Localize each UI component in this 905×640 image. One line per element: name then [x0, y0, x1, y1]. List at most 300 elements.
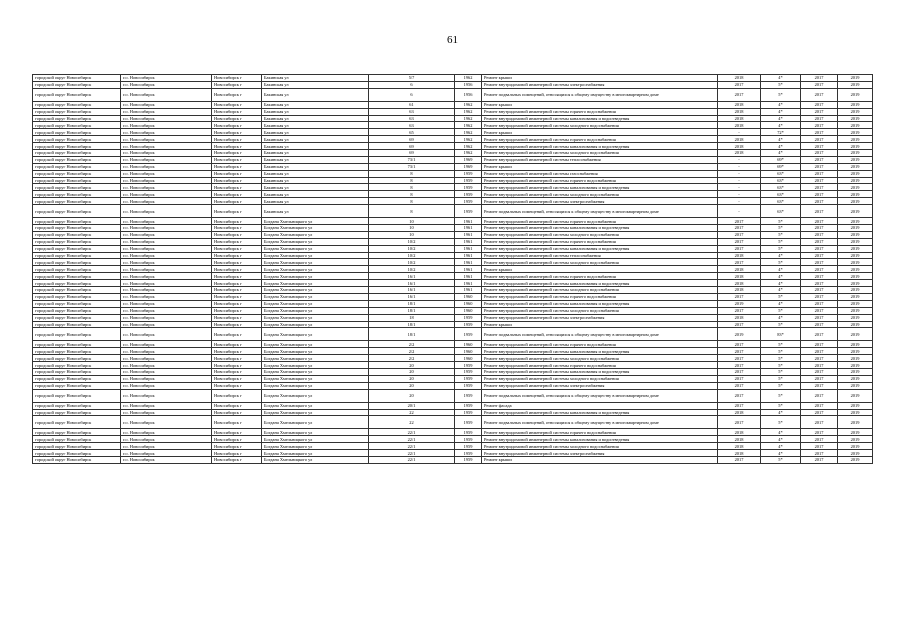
- start-year-cell: 2017: [801, 314, 838, 321]
- municipality-cell: городской округ Новосибирск: [33, 328, 121, 341]
- end-year-cell: 2019: [838, 259, 873, 266]
- house-cell: 16/1: [369, 287, 455, 294]
- start-year-cell: 2017: [801, 375, 838, 382]
- city-cell: Новосибирск г: [212, 293, 262, 300]
- plan-year-cell: 2017: [718, 259, 761, 266]
- street-cell: Бакинская ул: [262, 75, 369, 82]
- end-year-cell: 2019: [838, 300, 873, 307]
- period-cell: 5*: [761, 293, 801, 300]
- house-cell: 63: [369, 108, 455, 115]
- street-cell: Бакинская ул: [262, 150, 369, 157]
- year-cell: 1959: [455, 362, 482, 369]
- work-type-cell: Ремонт фасада: [482, 402, 718, 409]
- plan-year-cell: 2018: [718, 450, 761, 457]
- period-cell: 5*: [761, 416, 801, 429]
- street-cell: Богдана Хмельницкого ул: [262, 245, 369, 252]
- district-cell: г.о. Новосибирск: [121, 108, 212, 115]
- end-year-cell: 2019: [838, 218, 873, 225]
- district-cell: г.о. Новосибирск: [121, 368, 212, 375]
- start-year-cell: 2017: [801, 456, 838, 463]
- period-cell: 4*: [761, 75, 801, 82]
- plan-year-cell: 2018: [718, 287, 761, 294]
- start-year-cell: 2017: [801, 300, 838, 307]
- table-row: [33, 266, 873, 273]
- end-year-cell: 2019: [838, 198, 873, 205]
- city-cell: Новосибирск г: [212, 416, 262, 429]
- year-cell: 1961: [455, 225, 482, 232]
- district-cell: г.о. Новосибирск: [121, 287, 212, 294]
- period-cell: 4*: [761, 108, 801, 115]
- house-cell: 10/2: [369, 252, 455, 259]
- street-cell: Богдана Хмельницкого ул: [262, 238, 369, 245]
- district-cell: г.о. Новосибирск: [121, 307, 212, 314]
- street-cell: Бакинская ул: [262, 143, 369, 150]
- street-cell: Богдана Хмельницкого ул: [262, 382, 369, 389]
- municipality-cell: городской округ Новосибирск: [33, 456, 121, 463]
- table-row: [33, 177, 873, 184]
- year-cell: 1959: [455, 177, 482, 184]
- year-cell: 1969: [455, 163, 482, 170]
- house-cell: 8: [369, 170, 455, 177]
- city-cell: Новосибирск г: [212, 198, 262, 205]
- work-type-cell: Ремонт внутридомовой инженерной системы газоснабжения: [482, 170, 718, 177]
- end-year-cell: 2019: [838, 129, 873, 136]
- street-cell: Богдана Хмельницкого ул: [262, 300, 369, 307]
- house-cell: 22/1: [369, 450, 455, 457]
- start-year-cell: 2017: [801, 341, 838, 348]
- house-cell: 65: [369, 129, 455, 136]
- year-cell: 1962: [455, 122, 482, 129]
- end-year-cell: 2019: [838, 108, 873, 115]
- house-cell: 8: [369, 184, 455, 191]
- end-year-cell: 2019: [838, 252, 873, 259]
- plan-year-cell: 2018: [718, 143, 761, 150]
- start-year-cell: 2017: [801, 409, 838, 416]
- city-cell: Новосибирск г: [212, 136, 262, 143]
- table-row: [33, 225, 873, 232]
- table-row: [33, 402, 873, 409]
- period-cell: 4*: [761, 150, 801, 157]
- year-cell: 1959: [455, 368, 482, 375]
- work-type-cell: Ремонт внутридомовой инженерной системы холодного водоснабжения: [482, 231, 718, 238]
- house-cell: 20: [369, 368, 455, 375]
- table-row: [33, 143, 873, 150]
- plan-year-cell: 2017: [718, 218, 761, 225]
- municipality-cell: городской округ Новосибирск: [33, 191, 121, 198]
- year-cell: 1959: [455, 443, 482, 450]
- work-type-cell: Ремонт крыши: [482, 456, 718, 463]
- street-cell: Богдана Хмельницкого ул: [262, 341, 369, 348]
- plan-year-cell: 2018: [718, 108, 761, 115]
- end-year-cell: 2019: [838, 368, 873, 375]
- district-cell: г.о. Новосибирск: [121, 88, 212, 101]
- start-year-cell: 2017: [801, 150, 838, 157]
- district-cell: г.о. Новосибирск: [121, 321, 212, 328]
- year-cell: 1959: [455, 170, 482, 177]
- plan-year-cell: 2017: [718, 402, 761, 409]
- end-year-cell: 2019: [838, 382, 873, 389]
- table-row: [33, 88, 873, 101]
- period-cell: 5*: [761, 341, 801, 348]
- district-cell: г.о. Новосибирск: [121, 273, 212, 280]
- end-year-cell: 2019: [838, 170, 873, 177]
- period-cell: 4*: [761, 273, 801, 280]
- house-cell: 5/7: [369, 75, 455, 82]
- city-cell: Новосибирск г: [212, 362, 262, 369]
- start-year-cell: 2017: [801, 259, 838, 266]
- year-cell: 1959: [455, 450, 482, 457]
- work-type-cell: Ремонт внутридомовой инженерной системы горячего водоснабжения: [482, 136, 718, 143]
- street-cell: Богдана Хмельницкого ул: [262, 402, 369, 409]
- end-year-cell: 2019: [838, 177, 873, 184]
- city-cell: Новосибирск г: [212, 300, 262, 307]
- table-row: [33, 389, 873, 402]
- city-cell: Новосибирск г: [212, 273, 262, 280]
- city-cell: Новосибирск г: [212, 225, 262, 232]
- plan-year-cell: 2017: [718, 456, 761, 463]
- table-row: [33, 409, 873, 416]
- end-year-cell: 2019: [838, 287, 873, 294]
- street-cell: Бакинская ул: [262, 88, 369, 101]
- house-cell: 10: [369, 218, 455, 225]
- house-cell: 18/1: [369, 321, 455, 328]
- table-body: [33, 75, 873, 464]
- year-cell: 1956: [455, 88, 482, 101]
- city-cell: Новосибирск г: [212, 218, 262, 225]
- start-year-cell: 2017: [801, 450, 838, 457]
- start-year-cell: 2017: [801, 225, 838, 232]
- start-year-cell: 2017: [801, 75, 838, 82]
- start-year-cell: 2017: [801, 348, 838, 355]
- table-row: [33, 368, 873, 375]
- plan-year-cell: -: [718, 177, 761, 184]
- city-cell: Новосибирск г: [212, 101, 262, 108]
- work-type-cell: Ремонт внутридомовой инженерной системы холодного водоснабжения: [482, 287, 718, 294]
- table-row: [33, 238, 873, 245]
- start-year-cell: 2017: [801, 287, 838, 294]
- house-cell: 20: [369, 382, 455, 389]
- end-year-cell: 2019: [838, 456, 873, 463]
- plan-year-cell: 2019: [718, 300, 761, 307]
- table-row: [33, 375, 873, 382]
- end-year-cell: 2019: [838, 136, 873, 143]
- work-type-cell: Ремонт внутридомовой инженерной системы канализования и водоотведения: [482, 280, 718, 287]
- table-row: [33, 287, 873, 294]
- city-cell: Новосибирск г: [212, 321, 262, 328]
- start-year-cell: 2017: [801, 368, 838, 375]
- municipality-cell: городской округ Новосибирск: [33, 280, 121, 287]
- start-year-cell: 2017: [801, 205, 838, 218]
- city-cell: Новосибирск г: [212, 238, 262, 245]
- city-cell: Новосибирск г: [212, 150, 262, 157]
- period-cell: 5*: [761, 225, 801, 232]
- start-year-cell: 2017: [801, 170, 838, 177]
- table-row: [33, 191, 873, 198]
- district-cell: г.о. Новосибирск: [121, 355, 212, 362]
- district-cell: г.о. Новосибирск: [121, 205, 212, 218]
- street-cell: Бакинская ул: [262, 136, 369, 143]
- end-year-cell: 2019: [838, 429, 873, 436]
- district-cell: г.о. Новосибирск: [121, 314, 212, 321]
- end-year-cell: 2019: [838, 375, 873, 382]
- district-cell: г.о. Новосибирск: [121, 122, 212, 129]
- district-cell: г.о. Новосибирск: [121, 177, 212, 184]
- period-cell: 63*: [761, 205, 801, 218]
- city-cell: Новосибирск г: [212, 156, 262, 163]
- street-cell: Богдана Хмельницкого ул: [262, 218, 369, 225]
- municipality-cell: городской округ Новосибирск: [33, 355, 121, 362]
- work-type-cell: Ремонт внутридомовой инженерной системы электроснабжения: [482, 198, 718, 205]
- work-type-cell: Ремонт внутридомовой инженерной системы электроснабжения: [482, 382, 718, 389]
- street-cell: Богдана Хмельницкого ул: [262, 266, 369, 273]
- end-year-cell: 2019: [838, 143, 873, 150]
- district-cell: г.о. Новосибирск: [121, 436, 212, 443]
- plan-year-cell: 2018: [718, 115, 761, 122]
- period-cell: 4*: [761, 409, 801, 416]
- start-year-cell: 2017: [801, 108, 838, 115]
- district-cell: г.о. Новосибирск: [121, 456, 212, 463]
- period-cell: 69*: [761, 156, 801, 163]
- end-year-cell: 2019: [838, 191, 873, 198]
- year-cell: 1961: [455, 245, 482, 252]
- district-cell: г.о. Новосибирск: [121, 389, 212, 402]
- start-year-cell: 2017: [801, 293, 838, 300]
- year-cell: 1959: [455, 436, 482, 443]
- district-cell: г.о. Новосибирск: [121, 348, 212, 355]
- end-year-cell: 2019: [838, 362, 873, 369]
- year-cell: 1959: [455, 198, 482, 205]
- street-cell: Бакинская ул: [262, 177, 369, 184]
- year-cell: 1961: [455, 252, 482, 259]
- table-row: [33, 280, 873, 287]
- street-cell: Богдана Хмельницкого ул: [262, 225, 369, 232]
- period-cell: 4*: [761, 101, 801, 108]
- work-type-cell: Ремонт внутридомовой инженерной системы канализования и водоотведения: [482, 368, 718, 375]
- year-cell: 1961: [455, 273, 482, 280]
- work-type-cell: Ремонт внутридомовой инженерной системы канализования и водоотведения: [482, 436, 718, 443]
- district-cell: г.о. Новосибирск: [121, 191, 212, 198]
- end-year-cell: 2019: [838, 348, 873, 355]
- municipality-cell: городской округ Новосибирск: [33, 88, 121, 101]
- district-cell: г.о. Новосибирск: [121, 341, 212, 348]
- municipality-cell: городской округ Новосибирск: [33, 348, 121, 355]
- period-cell: 5*: [761, 389, 801, 402]
- street-cell: Богдана Хмельницкого ул: [262, 280, 369, 287]
- start-year-cell: 2017: [801, 355, 838, 362]
- municipality-cell: городской округ Новосибирск: [33, 81, 121, 88]
- plan-year-cell: -: [718, 156, 761, 163]
- start-year-cell: 2017: [801, 81, 838, 88]
- municipality-cell: городской округ Новосибирск: [33, 163, 121, 170]
- house-cell: 69: [369, 150, 455, 157]
- plan-year-cell: 2017: [718, 307, 761, 314]
- city-cell: Новосибирск г: [212, 355, 262, 362]
- end-year-cell: 2019: [838, 307, 873, 314]
- end-year-cell: 2019: [838, 150, 873, 157]
- street-cell: Бакинская ул: [262, 108, 369, 115]
- plan-year-cell: -: [718, 198, 761, 205]
- municipality-cell: городской округ Новосибирск: [33, 205, 121, 218]
- plan-year-cell: 2017: [718, 382, 761, 389]
- house-cell: 63: [369, 115, 455, 122]
- street-cell: Богдана Хмельницкого ул: [262, 375, 369, 382]
- street-cell: Богдана Хмельницкого ул: [262, 355, 369, 362]
- city-cell: Новосибирск г: [212, 252, 262, 259]
- period-cell: 5*: [761, 238, 801, 245]
- end-year-cell: 2019: [838, 163, 873, 170]
- period-cell: 83*: [761, 328, 801, 341]
- table-row: [33, 259, 873, 266]
- house-cell: 18/1: [369, 328, 455, 341]
- plan-year-cell: 2018: [718, 314, 761, 321]
- city-cell: Новосибирск г: [212, 122, 262, 129]
- year-cell: 1956: [455, 81, 482, 88]
- house-cell: 18: [369, 314, 455, 321]
- city-cell: Новосибирск г: [212, 163, 262, 170]
- plan-year-cell: 2018: [718, 150, 761, 157]
- end-year-cell: 2019: [838, 115, 873, 122]
- period-cell: 5*: [761, 362, 801, 369]
- city-cell: Новосибирск г: [212, 328, 262, 341]
- street-cell: Богдана Хмельницкого ул: [262, 348, 369, 355]
- house-cell: 6: [369, 88, 455, 101]
- period-cell: 63*: [761, 191, 801, 198]
- period-cell: 63*: [761, 184, 801, 191]
- municipality-cell: городской округ Новосибирск: [33, 443, 121, 450]
- plan-year-cell: 2017: [718, 355, 761, 362]
- work-type-cell: Ремонт внутридомовой инженерной системы электроснабжения: [482, 450, 718, 457]
- end-year-cell: 2019: [838, 293, 873, 300]
- work-type-cell: Ремонт внутридомовой инженерной системы теплоснабжения: [482, 156, 718, 163]
- end-year-cell: 2019: [838, 450, 873, 457]
- table-row: [33, 436, 873, 443]
- period-cell: 4*: [761, 266, 801, 273]
- start-year-cell: 2017: [801, 245, 838, 252]
- end-year-cell: 2019: [838, 205, 873, 218]
- municipality-cell: городской округ Новосибирск: [33, 122, 121, 129]
- work-type-cell: Ремонт внутридомовой инженерной системы холодного водоснабжения: [482, 355, 718, 362]
- end-year-cell: 2019: [838, 225, 873, 232]
- year-cell: 1969: [455, 156, 482, 163]
- end-year-cell: 2019: [838, 402, 873, 409]
- street-cell: Бакинская ул: [262, 156, 369, 163]
- municipality-cell: городской округ Новосибирск: [33, 252, 121, 259]
- work-type-cell: Ремонт внутридомовой инженерной системы канализования и водоотведения: [482, 143, 718, 150]
- table-row: [33, 321, 873, 328]
- start-year-cell: 2017: [801, 115, 838, 122]
- city-cell: Новосибирск г: [212, 266, 262, 273]
- district-cell: г.о. Новосибирск: [121, 266, 212, 273]
- municipality-cell: городской округ Новосибирск: [33, 382, 121, 389]
- street-cell: Богдана Хмельницкого ул: [262, 252, 369, 259]
- house-cell: 18/1: [369, 307, 455, 314]
- start-year-cell: 2017: [801, 163, 838, 170]
- table-row: [33, 314, 873, 321]
- plan-year-cell: 2017: [718, 231, 761, 238]
- year-cell: 1959: [455, 205, 482, 218]
- work-type-cell: Ремонт внутридомовой инженерной системы теплоснабжения: [482, 252, 718, 259]
- start-year-cell: 2017: [801, 184, 838, 191]
- plan-year-cell: 2018: [718, 75, 761, 82]
- start-year-cell: 2017: [801, 307, 838, 314]
- work-type-cell: Ремонт внутридомовой инженерной системы горячего водоснабжения: [482, 238, 718, 245]
- municipality-cell: городской округ Новосибирск: [33, 368, 121, 375]
- district-cell: г.о. Новосибирск: [121, 231, 212, 238]
- district-cell: г.о. Новосибирск: [121, 409, 212, 416]
- municipality-cell: городской округ Новосибирск: [33, 375, 121, 382]
- district-cell: г.о. Новосибирск: [121, 252, 212, 259]
- municipality-cell: городской округ Новосибирск: [33, 115, 121, 122]
- year-cell: 1959: [455, 375, 482, 382]
- period-cell: 4*: [761, 429, 801, 436]
- house-cell: 20: [369, 389, 455, 402]
- city-cell: Новосибирск г: [212, 389, 262, 402]
- table-row: [33, 450, 873, 457]
- district-cell: г.о. Новосибирск: [121, 101, 212, 108]
- period-cell: 5*: [761, 382, 801, 389]
- district-cell: г.о. Новосибирск: [121, 328, 212, 341]
- table-row: [33, 273, 873, 280]
- table-row: [33, 170, 873, 177]
- street-cell: Богдана Хмельницкого ул: [262, 429, 369, 436]
- district-cell: г.о. Новосибирск: [121, 170, 212, 177]
- city-cell: Новосибирск г: [212, 382, 262, 389]
- table-row: [33, 205, 873, 218]
- table-row: [33, 252, 873, 259]
- work-type-cell: Ремонт внутридомовой инженерной системы горячего водоснабжения: [482, 293, 718, 300]
- plan-year-cell: 2017: [718, 293, 761, 300]
- house-cell: 10/2: [369, 259, 455, 266]
- period-cell: 4*: [761, 115, 801, 122]
- year-cell: 1960: [455, 355, 482, 362]
- municipality-cell: городской округ Новосибирск: [33, 436, 121, 443]
- period-cell: 63*: [761, 170, 801, 177]
- work-type-cell: Ремонт внутридомовой инженерной системы холодного водоснабжения: [482, 150, 718, 157]
- start-year-cell: 2017: [801, 252, 838, 259]
- city-cell: Новосибирск г: [212, 143, 262, 150]
- table-row: [33, 456, 873, 463]
- table-row: [33, 341, 873, 348]
- municipality-cell: городской округ Новосибирск: [33, 231, 121, 238]
- municipality-cell: городской округ Новосибирск: [33, 108, 121, 115]
- street-cell: Бакинская ул: [262, 163, 369, 170]
- street-cell: Бакинская ул: [262, 115, 369, 122]
- start-year-cell: 2017: [801, 280, 838, 287]
- municipality-cell: городской округ Новосибирск: [33, 273, 121, 280]
- house-cell: 2/2: [369, 341, 455, 348]
- period-cell: 5*: [761, 402, 801, 409]
- district-cell: г.о. Новосибирск: [121, 300, 212, 307]
- municipality-cell: городской округ Новосибирск: [33, 259, 121, 266]
- house-cell: 16/1: [369, 280, 455, 287]
- period-cell: 69*: [761, 163, 801, 170]
- plan-year-cell: 2019: [718, 328, 761, 341]
- district-cell: г.о. Новосибирск: [121, 81, 212, 88]
- city-cell: Новосибирск г: [212, 314, 262, 321]
- end-year-cell: 2019: [838, 75, 873, 82]
- year-cell: 1959: [455, 389, 482, 402]
- year-cell: 1960: [455, 341, 482, 348]
- work-type-cell: Ремонт внутридомовой инженерной системы горячего водоснабжения: [482, 177, 718, 184]
- period-cell: 4*: [761, 450, 801, 457]
- plan-year-cell: 2017: [718, 81, 761, 88]
- street-cell: Бакинская ул: [262, 205, 369, 218]
- street-cell: Богдана Хмельницкого ул: [262, 368, 369, 375]
- year-cell: 1960: [455, 348, 482, 355]
- period-cell: 63*: [761, 198, 801, 205]
- house-cell: 10/2: [369, 245, 455, 252]
- municipality-cell: городской округ Новосибирск: [33, 150, 121, 157]
